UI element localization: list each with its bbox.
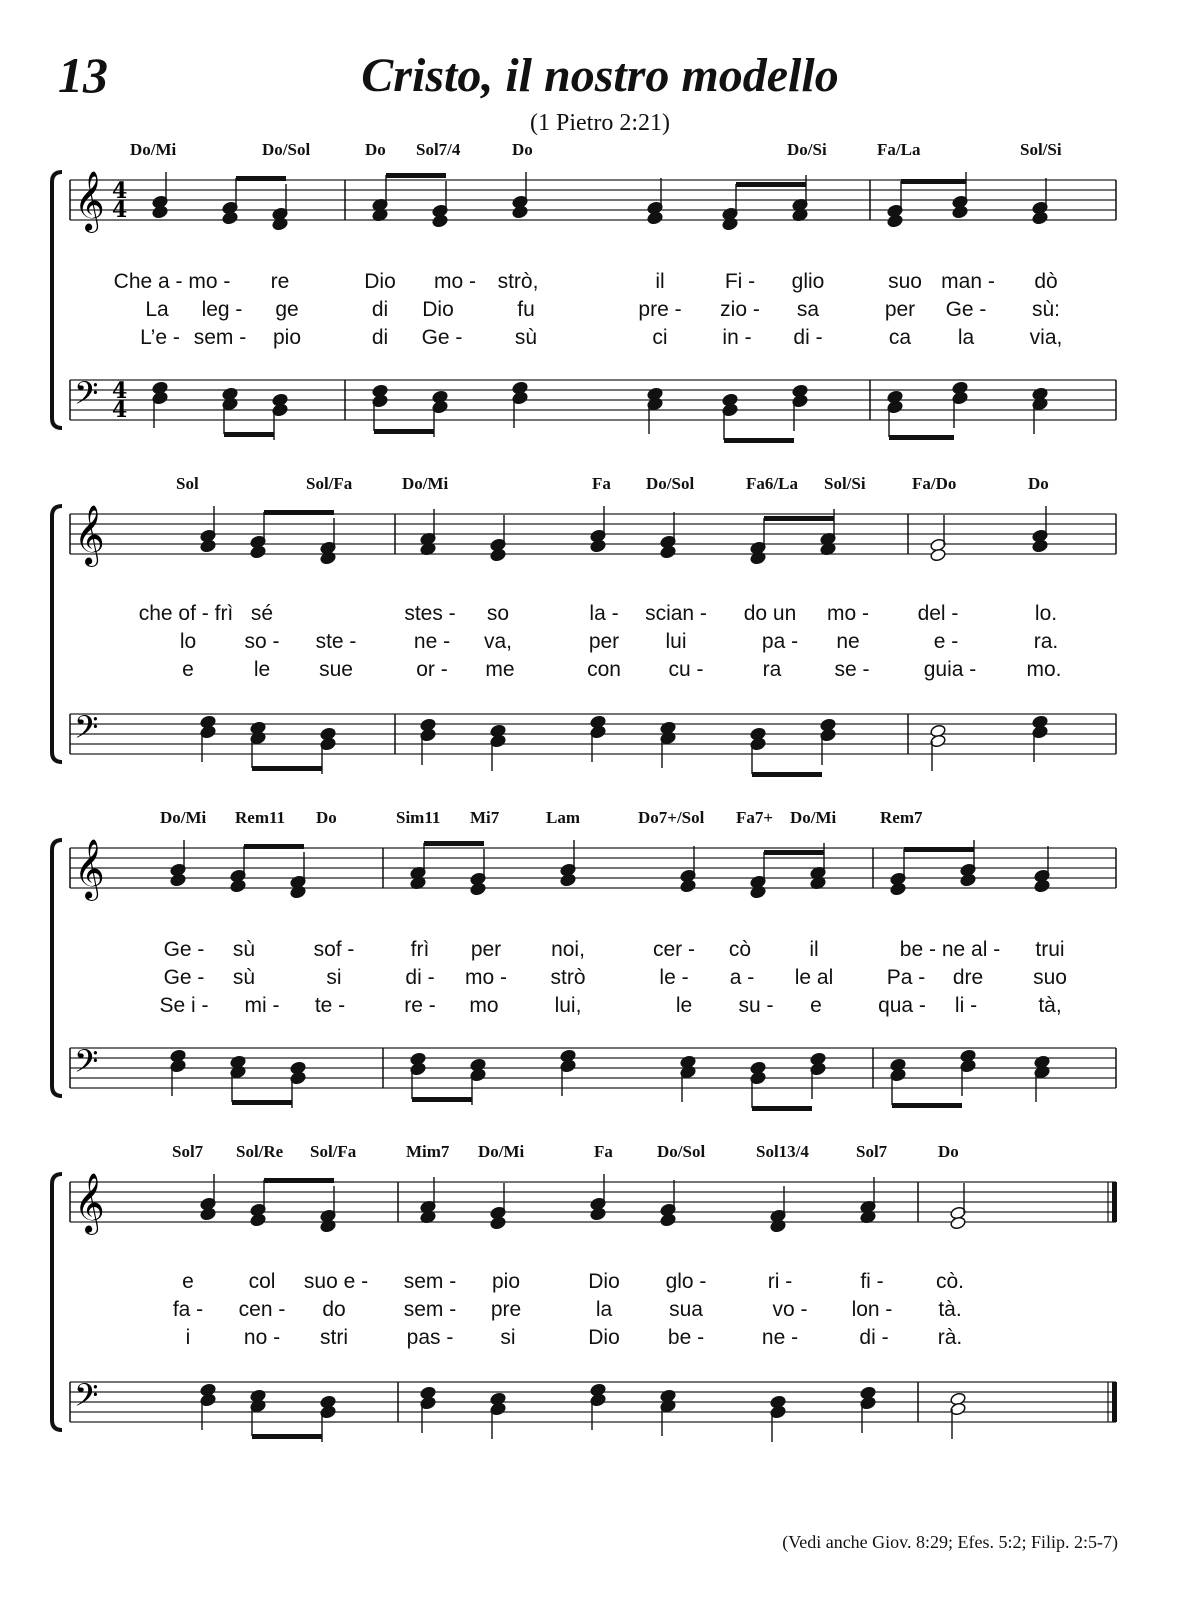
beam: [412, 1097, 472, 1102]
note-head: [432, 214, 449, 228]
chord-symbol: Do/Sol: [657, 1142, 706, 1161]
system-bracket: [52, 840, 62, 1096]
system-bracket: [52, 506, 62, 762]
treble-clef-icon: 𝄞: [74, 1173, 105, 1233]
chord-symbol: Do7+/Sol: [638, 808, 705, 827]
note-head: [590, 1207, 607, 1221]
note-head: [470, 882, 487, 896]
note-head: [200, 1207, 217, 1221]
note-head: [590, 539, 607, 553]
beam: [236, 176, 286, 181]
bass-clef-icon: 𝄢: [74, 375, 99, 419]
beam: [264, 510, 334, 515]
chord-symbol: Mi7: [470, 808, 500, 827]
note-head: [230, 879, 247, 893]
beam: [424, 841, 484, 846]
system-bracket: [52, 172, 62, 428]
chord-symbol: Do/Mi: [790, 808, 837, 827]
music-system-1: Do/Mi Do/Sol Do Sol7/4 Do Do/Si Fa/La Sol/Si 𝄞 4 4 𝄢 4 4 Che a - mo - re Dio mo - strò, il Fi - glio suo man - dò La leg - ge di Dio fu pre - zio - sa per Ge - sù: L’e - sem - pio di Ge - sù ci in - di - ca la via,: [0, 140, 1200, 460]
time-signature: 4: [112, 397, 128, 423]
note-head: [930, 548, 947, 562]
note-head: [200, 539, 217, 553]
chord-symbol: Sol7: [172, 1142, 204, 1161]
chord-symbol: Fa: [594, 1142, 613, 1161]
beam: [232, 1100, 292, 1105]
treble-clef-icon: 𝄞: [74, 505, 105, 565]
chord-symbol: Lam: [546, 808, 580, 827]
beam: [224, 432, 274, 437]
chord-symbol: Fa/Do: [912, 474, 957, 493]
bass-clef-icon: 𝄢: [74, 1043, 99, 1087]
beam: [386, 173, 446, 178]
note-head: [152, 205, 169, 219]
music-system-3: Do/Mi Rem11 Do Sim11 Mi7 Lam Do7+/Sol Fa7+ Do/Mi Rem7 𝄞 𝄢 Ge - sù sof - frì per noi, cer - cò il be - ne al - trui Ge - sù si di - mo - strò le - a - le al Pa - dre suo Se i - mi - te - re - mo lui, le su - e qua - li - tà,: [0, 808, 1200, 1128]
chord-symbol: Sol7: [856, 1142, 888, 1161]
final-barline: [1112, 1182, 1117, 1222]
chord-symbol: Do/Sol: [262, 140, 311, 159]
note-head: [320, 551, 337, 565]
hymn-title: Cristo, il nostro modello: [361, 49, 839, 102]
beam: [892, 1103, 962, 1108]
chord-symbol: Fa6/La: [746, 474, 798, 493]
chord-symbol: Sol/Re: [236, 1142, 284, 1161]
note-head: [647, 211, 664, 225]
note-head: [950, 1216, 967, 1230]
chord-symbol: Do/Mi: [402, 474, 449, 493]
note-head: [952, 205, 969, 219]
note-head: [960, 873, 977, 887]
beam: [752, 1106, 812, 1111]
beam: [252, 1434, 322, 1439]
chord-symbol: Do/Sol: [646, 474, 695, 493]
staff-pair: [0, 140, 1200, 460]
chord-symbol: Do: [938, 1142, 959, 1161]
chord-symbol: Sol: [176, 474, 199, 493]
beam: [244, 844, 304, 849]
system-bracket: [52, 1174, 62, 1430]
note-head: [887, 214, 904, 228]
music-system-2: Sol Sol/Fa Do/Mi Fa Do/Sol Fa6/La Sol/Si Fa/Do Do 𝄞 𝄢 che of - frì sé stes - so la - scian - do un mo - del - lo. lo so - ste - ne - va, per lui pa - ne e - ra. e le sue or - me con cu - ra se - guia - mo.: [0, 474, 1200, 794]
chord-symbol: Sol/Fa: [310, 1142, 357, 1161]
chord-symbol: Sol/Si: [824, 474, 866, 493]
treble-clef-icon: 𝄞: [74, 839, 105, 899]
scripture-reference: (1 Pietro 2:21): [530, 110, 670, 136]
chord-symbol: Do/Mi: [160, 808, 207, 827]
chord-symbol: Fa: [592, 474, 611, 493]
chord-symbol: Sol/Si: [1020, 140, 1062, 159]
chord-symbol: Fa/La: [877, 140, 921, 159]
note-head: [512, 205, 529, 219]
note-head: [660, 545, 677, 559]
note-head: [250, 1213, 267, 1227]
note-head: [250, 545, 267, 559]
beam: [374, 429, 434, 434]
note-head: [750, 551, 767, 565]
chord-symbol: Do: [512, 140, 533, 159]
chord-symbol: Do/Mi: [478, 1142, 525, 1161]
note-head: [290, 885, 307, 899]
beam: [724, 438, 794, 443]
note-head: [1032, 211, 1049, 225]
beam: [764, 516, 834, 521]
beam: [264, 1178, 334, 1183]
chord-symbol: Sim11: [396, 808, 441, 827]
music-system-4: Sol7 Sol/Re Sol/Fa Mim7 Do/Mi Fa Do/Sol Sol13/4 Sol7 Do 𝄞 𝄢 e col suo e - sem - pio Dio glo - ri - fi - cò. fa - cen - do sem - pre la sua vo - lon - tà. i no - stri pas - si Dio be - ne - di - rà.: [0, 1142, 1200, 1462]
beam: [736, 182, 806, 187]
note-head: [490, 1216, 507, 1230]
treble-clef-icon: 𝄞: [74, 171, 105, 231]
beam: [889, 435, 954, 440]
chord-symbol: Sol/Fa: [306, 474, 353, 493]
hymn-number: 13: [58, 47, 108, 103]
chord-symbol: Do: [365, 140, 386, 159]
chord-symbol: Mim7: [406, 1142, 450, 1161]
cross-reference-footnote: (Vedi anche Giov. 8:29; Efes. 5:2; Filip. 2:5-7): [782, 1532, 1118, 1552]
note-head: [680, 879, 697, 893]
beam: [752, 772, 822, 777]
time-signature: 4: [112, 178, 128, 204]
bass-clef-icon: 𝄢: [74, 1377, 99, 1421]
note-head: [1034, 879, 1051, 893]
note-head: [222, 211, 239, 225]
chord-symbol: Rem7: [880, 808, 923, 827]
note-head: [560, 873, 577, 887]
chord-symbol: Sol7/4: [416, 140, 461, 159]
note-head: [272, 217, 289, 231]
chord-symbol: Sol13/4: [756, 1142, 809, 1161]
note-head: [490, 548, 507, 562]
note-head: [660, 1213, 677, 1227]
note-head: [770, 1219, 787, 1233]
time-signature: 4: [112, 378, 128, 404]
note-head: [750, 885, 767, 899]
chord-symbol: Rem11: [235, 808, 286, 827]
final-barline: [1112, 1382, 1117, 1422]
chord-symbol: Do: [316, 808, 337, 827]
beam: [904, 847, 974, 852]
beam: [901, 179, 966, 184]
note-head: [890, 882, 907, 896]
time-signature: 4: [112, 197, 128, 223]
bass-clef-icon: 𝄢: [74, 709, 99, 753]
chord-symbol: Fa7+: [736, 808, 774, 827]
chord-symbol: Do/Si: [787, 140, 827, 159]
note-head: [320, 1219, 337, 1233]
beam: [252, 766, 322, 771]
note-head: [722, 217, 739, 231]
note-head: [170, 873, 187, 887]
note-head: [1032, 539, 1049, 553]
beam: [764, 850, 824, 855]
chord-symbol: Do: [1028, 474, 1049, 493]
chord-symbol: Do/Mi: [130, 140, 177, 159]
